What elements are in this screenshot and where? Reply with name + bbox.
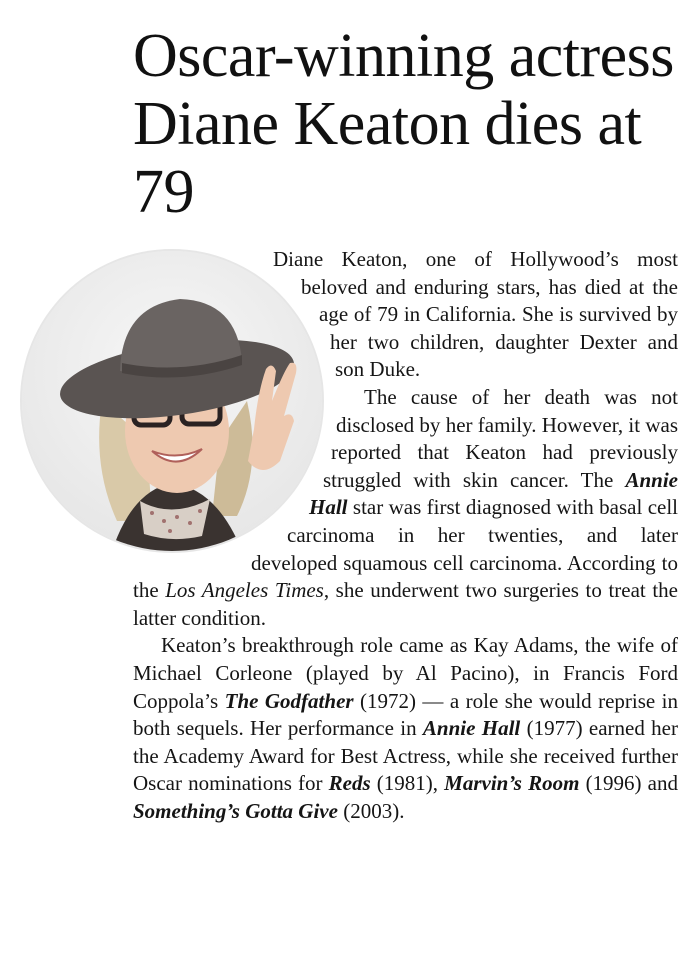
wrap-spacer [133, 498, 287, 526]
paragraph-3-text: (1972) — a role she would reprise in both sequels. Her performance in [133, 688, 679, 741]
film-title-somethings-gotta-give: Something’s Gotta Give [133, 798, 338, 823]
film-title-the-godfather: The Godfather [224, 688, 354, 713]
paragraph-3-text: (2003). [337, 798, 405, 823]
paragraph-3-text: Keaton’s breakthrough role came as Kay Adams, the wife of Michael Corleone (played by Al Pacino), in Francis Ford Coppola’s [133, 633, 678, 713]
headline: Oscar-winning actress Diane Keaton dies at 79 [133, 22, 674, 226]
paragraph-2-text: The cause of her death was not disclosed by her family. However, it was reported that Keaton had previously struggled with skin cancer. The [323, 384, 678, 492]
wrap-spacer [133, 414, 331, 442]
wrap-spacer [133, 330, 330, 358]
wrap-spacer [133, 386, 336, 414]
wrap-spacer [133, 302, 319, 330]
article-header [133, 22, 678, 226]
film-title-annie-hall: Annie Hall [309, 467, 678, 520]
publication-name: Los Angeles Times [165, 578, 324, 603]
paragraph-1-text: Diane Keaton, one of Hollywood’s most beloved and enduring stars, has died at the age of 79 in California. She is survived by her two children, daughter Dexter and son Duke. [273, 247, 678, 382]
wrap-spacer [133, 526, 251, 554]
paragraph-2-text: star was first diagnosed with basal cell carcinoma in her twenties, and later developed squamous cell carcinoma. According to the [133, 495, 678, 603]
paragraph-3-text: (1981), [370, 771, 445, 796]
paragraph-3-text: (1977) earned her the Academy Award for Best Actress, while she received further Oscar nominations for [133, 716, 678, 796]
film-title-reds: Reds [328, 771, 371, 796]
wrap-spacer [133, 358, 335, 386]
paragraph-3-text: (1996) and [579, 771, 678, 796]
paragraph-3 [133, 632, 678, 825]
wrap-spacer [133, 274, 301, 302]
film-title-marvins-room: Marvin’s Room [444, 771, 580, 796]
paragraph-2-text: , she underwent two surgeries to treat the latter condition. [133, 578, 678, 630]
wrap-spacer [133, 442, 323, 470]
wrap-spacer [133, 470, 309, 498]
article-body [133, 246, 678, 825]
wrap-spacer [133, 246, 273, 274]
film-title-annie-hall: Annie Hall [422, 716, 521, 741]
